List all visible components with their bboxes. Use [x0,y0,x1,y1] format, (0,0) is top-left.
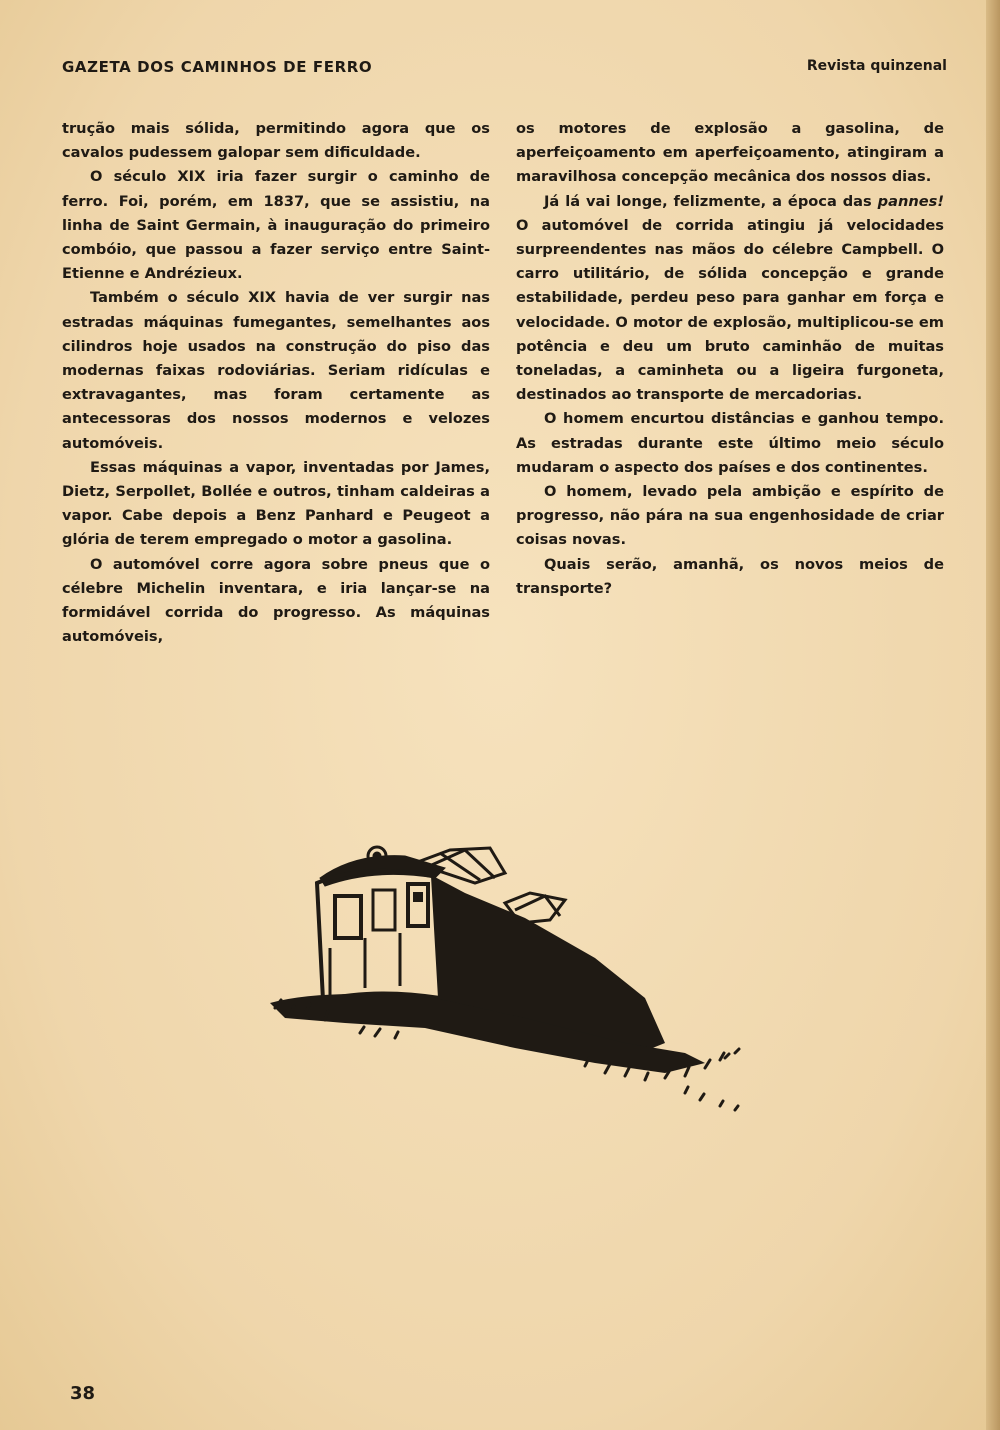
running-header [62,58,947,82]
paragraph [516,190,944,408]
magazine-title: GAZETA DOS CAMINHOS DE FERRO [62,58,373,76]
magazine-subtitle: Revista quinzenal [806,58,947,74]
paragraph: O homem encurtou distâncias e ganhou tempo. As estradas durante este último meio século mudaram o aspecto dos países e dos continentes. [516,410,944,476]
paragraph: os motores de explosão a gasolina, de aperfeiçoamento em aperfeiçoamento, atingiram a maravilhosa concepção mecânica dos nossos dias. [516,120,944,186]
left-text-column [62,117,490,649]
paragraph: O século XIX iria fazer surgir o caminho de ferro. Foi, porém, em 1837, que se assistiu, na linha de Saint Germain, à inauguração do primeiro combóio, que passou a fazer serviço entre Saint-Etienne e Andrézieux. [62,168,490,283]
paragraph: Essas máquinas a vapor, inventadas por James, Dietz, Serpollet, Bollée e outros, tinham caldeiras a vapor. Cabe depois a Benz Panhard e Peugeot a glória de terem empregado o motor a gasolina. [62,458,490,549]
paragraph: Quais serão, amanhã, os novos meios de transporte? [516,555,944,597]
electric-train-drawing-icon [265,838,765,1118]
paragraph: O automóvel corre agora sobre pneus que o célebre Michelin inventara, e iria lançar-se na formidável corrida do progresso. As máquinas automóveis, [62,555,490,646]
paragraph: Também o século XIX havia de ver surgir nas estradas máquinas fumegantes, semelhantes aos cilindros hoje usados na construção do piso das modernas faixas rodoviárias. Seriam ridículas e extravagantes, mas foram certamente as antecessoras dos nossos modernos e velozes automóveis. [62,289,490,452]
paragraph: trução mais sólida, permitindo agora que os cavalos pudessem galopar sem dificuldade. [62,120,490,162]
italic-term: pannes! [877,192,944,210]
paragraph-text: O automóvel de corrida atingiu já velocidades surpreendentes nas mãos do célebre Campbell. O carro utilitário, de sólida concepção e grande estabilidade, perdeu peso para ganhar em força e velocidade. O motor de explosão, multiplicou-se em potência e deu um bruto caminhão de muitas toneladas, a caminheta ou a ligeira furgoneta, destinados ao transporte de mercadorias. [516,216,944,404]
right-text-column [516,117,944,601]
page-edge [986,0,1000,1430]
page-number: 38 [70,1383,96,1404]
paragraph: O homem, levado pela ambição e espírito de progresso, não pára na sua engenhosidade de criar coisas novas. [516,483,944,549]
paragraph-text: Já lá vai longe, felizmente, a época das [544,192,878,210]
